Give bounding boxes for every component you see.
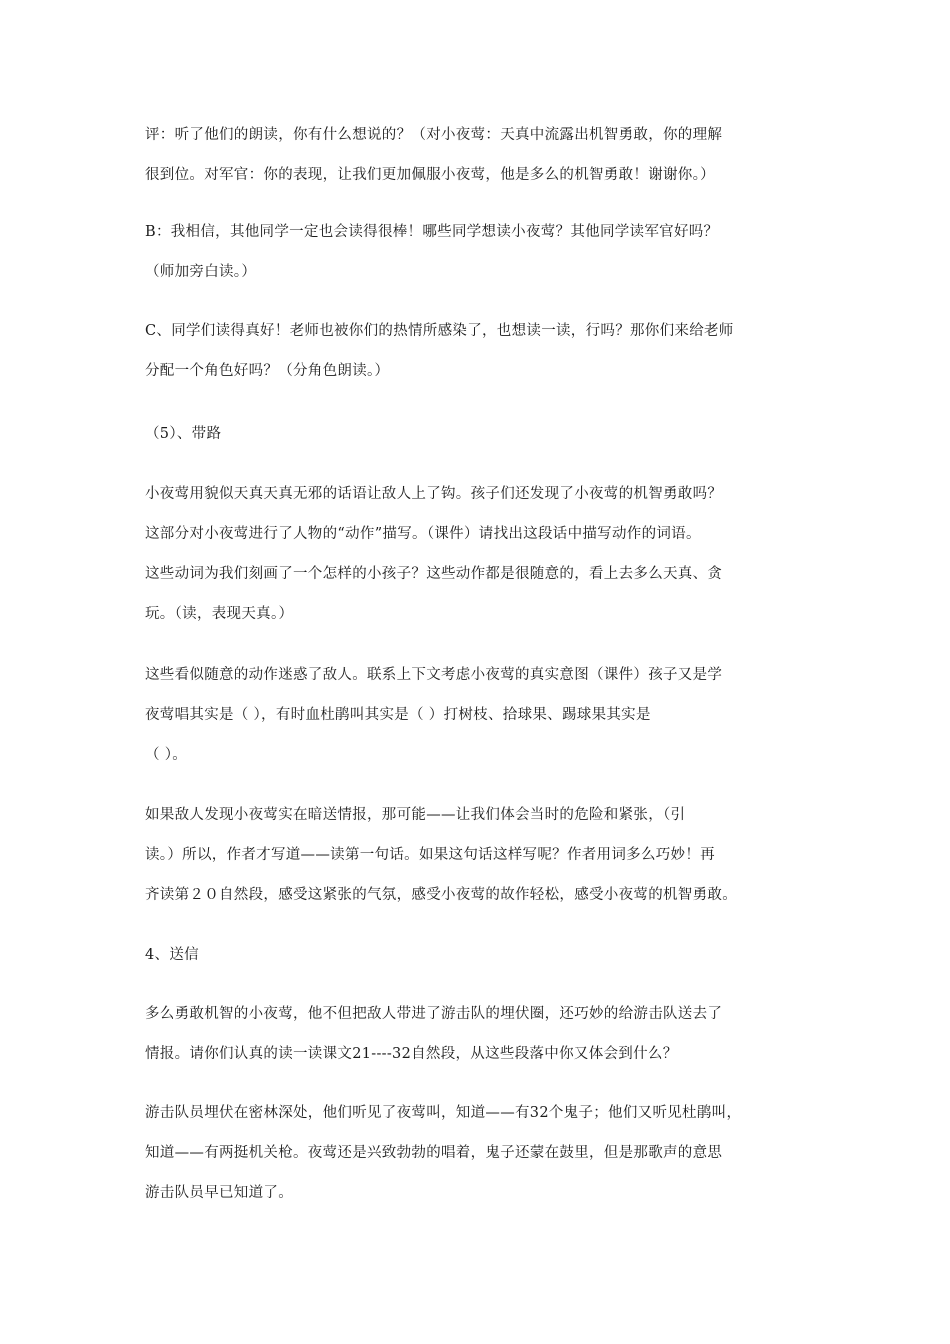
text-line: 这些动词为我们刻画了一个怎样的小孩子？这些动作都是很随意的，看上去多么天真、贪: [145, 566, 723, 582]
paragraph-actions: [145, 474, 825, 634]
text-line: 分配一个角色好吗？（分角色朗读。）: [145, 363, 390, 379]
text-line: 这些看似随意的动作迷惑了敌人。联系上下文考虑小夜莺的真实意图（课件）孩子又是学: [145, 667, 723, 683]
text-line: 齐读第２０自然段，感受这紧张的气氛，感受小夜莺的故作轻松，感受小夜莺的机智勇敢。: [145, 887, 737, 903]
paragraph-intent: [145, 655, 825, 775]
text-line: 游击队员早已知道了。: [145, 1185, 293, 1201]
text-line: C、同学们读得真好！老师也被你们的热情所感染了，也想读一读，行吗？那你们来给老师: [145, 323, 734, 339]
paragraph-comment: [145, 115, 825, 195]
text-line: （ ）。: [145, 747, 188, 763]
text-line: 读。）所以，作者才写道——读第一句话。如果这句话这样写呢？作者用词多么巧妙！再: [145, 847, 715, 863]
text-line: 这部分对小夜莺进行了人物的“动作”描写。（课件）请找出这段话中描写动作的词语。: [145, 526, 701, 542]
text-line: B：我相信，其他同学一定也会读得很棒！哪些同学想读小夜莺？其他同学读军官好吗？: [145, 224, 719, 240]
text-line: （师加旁白读。）: [145, 264, 257, 280]
text-line: 情报。请你们认真的读一读课文21----32自然段，从这些段落中你又体会到什么？: [145, 1046, 678, 1062]
text-line: 知道——有两挺机关枪。夜莺还是兴致勃勃的唱着，鬼子还蒙在鼓里，但是那歌声的意思: [145, 1145, 723, 1161]
text-line: 如果敌人发现小夜莺实在暗送情报，那可能——让我们体会当时的危险和紧张，（引: [145, 807, 686, 823]
paragraph-intelligence: [145, 994, 825, 1074]
text-line: 4、送信: [145, 947, 199, 963]
text-line: 很到位。对军官：你的表现，让我们更加佩服小夜莺，他是多么的机智勇敢！谢谢你。）: [145, 167, 715, 183]
paragraph-b: [145, 212, 825, 292]
text-line: 小夜莺用貌似天真天真无邪的话语让敌人上了钩。孩子们还发现了小夜莺的机智勇敢吗？: [145, 486, 723, 502]
paragraph-c: [145, 311, 825, 391]
text-line: （5）、带路: [145, 426, 222, 442]
section-heading-lead-the-way: [145, 414, 825, 454]
text-line: 玩。（读，表现天真。）: [145, 606, 294, 622]
paragraph-guerrillas: [145, 1093, 825, 1213]
text-line: 多么勇敢机智的小夜莺，他不但把敌人带进了游击队的埋伏圈，还巧妙的给游击队送去了: [145, 1006, 723, 1022]
text-line: 游击队员埋伏在密林深处，他们听见了夜莺叫，知道——有32个鬼子；他们又听见杜鹃叫，: [145, 1105, 742, 1121]
text-line: 评：听了他们的朗读，你有什么想说的？（对小夜莺：天真中流露出机智勇敢，你的理解: [145, 127, 723, 143]
text-line: 夜莺唱其实是（ ），有时血杜鹃叫其实是（ ）打树枝、拾球果、踢球果其实是: [145, 707, 651, 723]
paragraph-danger: [145, 795, 825, 915]
section-heading-deliver-letter: [145, 935, 825, 975]
